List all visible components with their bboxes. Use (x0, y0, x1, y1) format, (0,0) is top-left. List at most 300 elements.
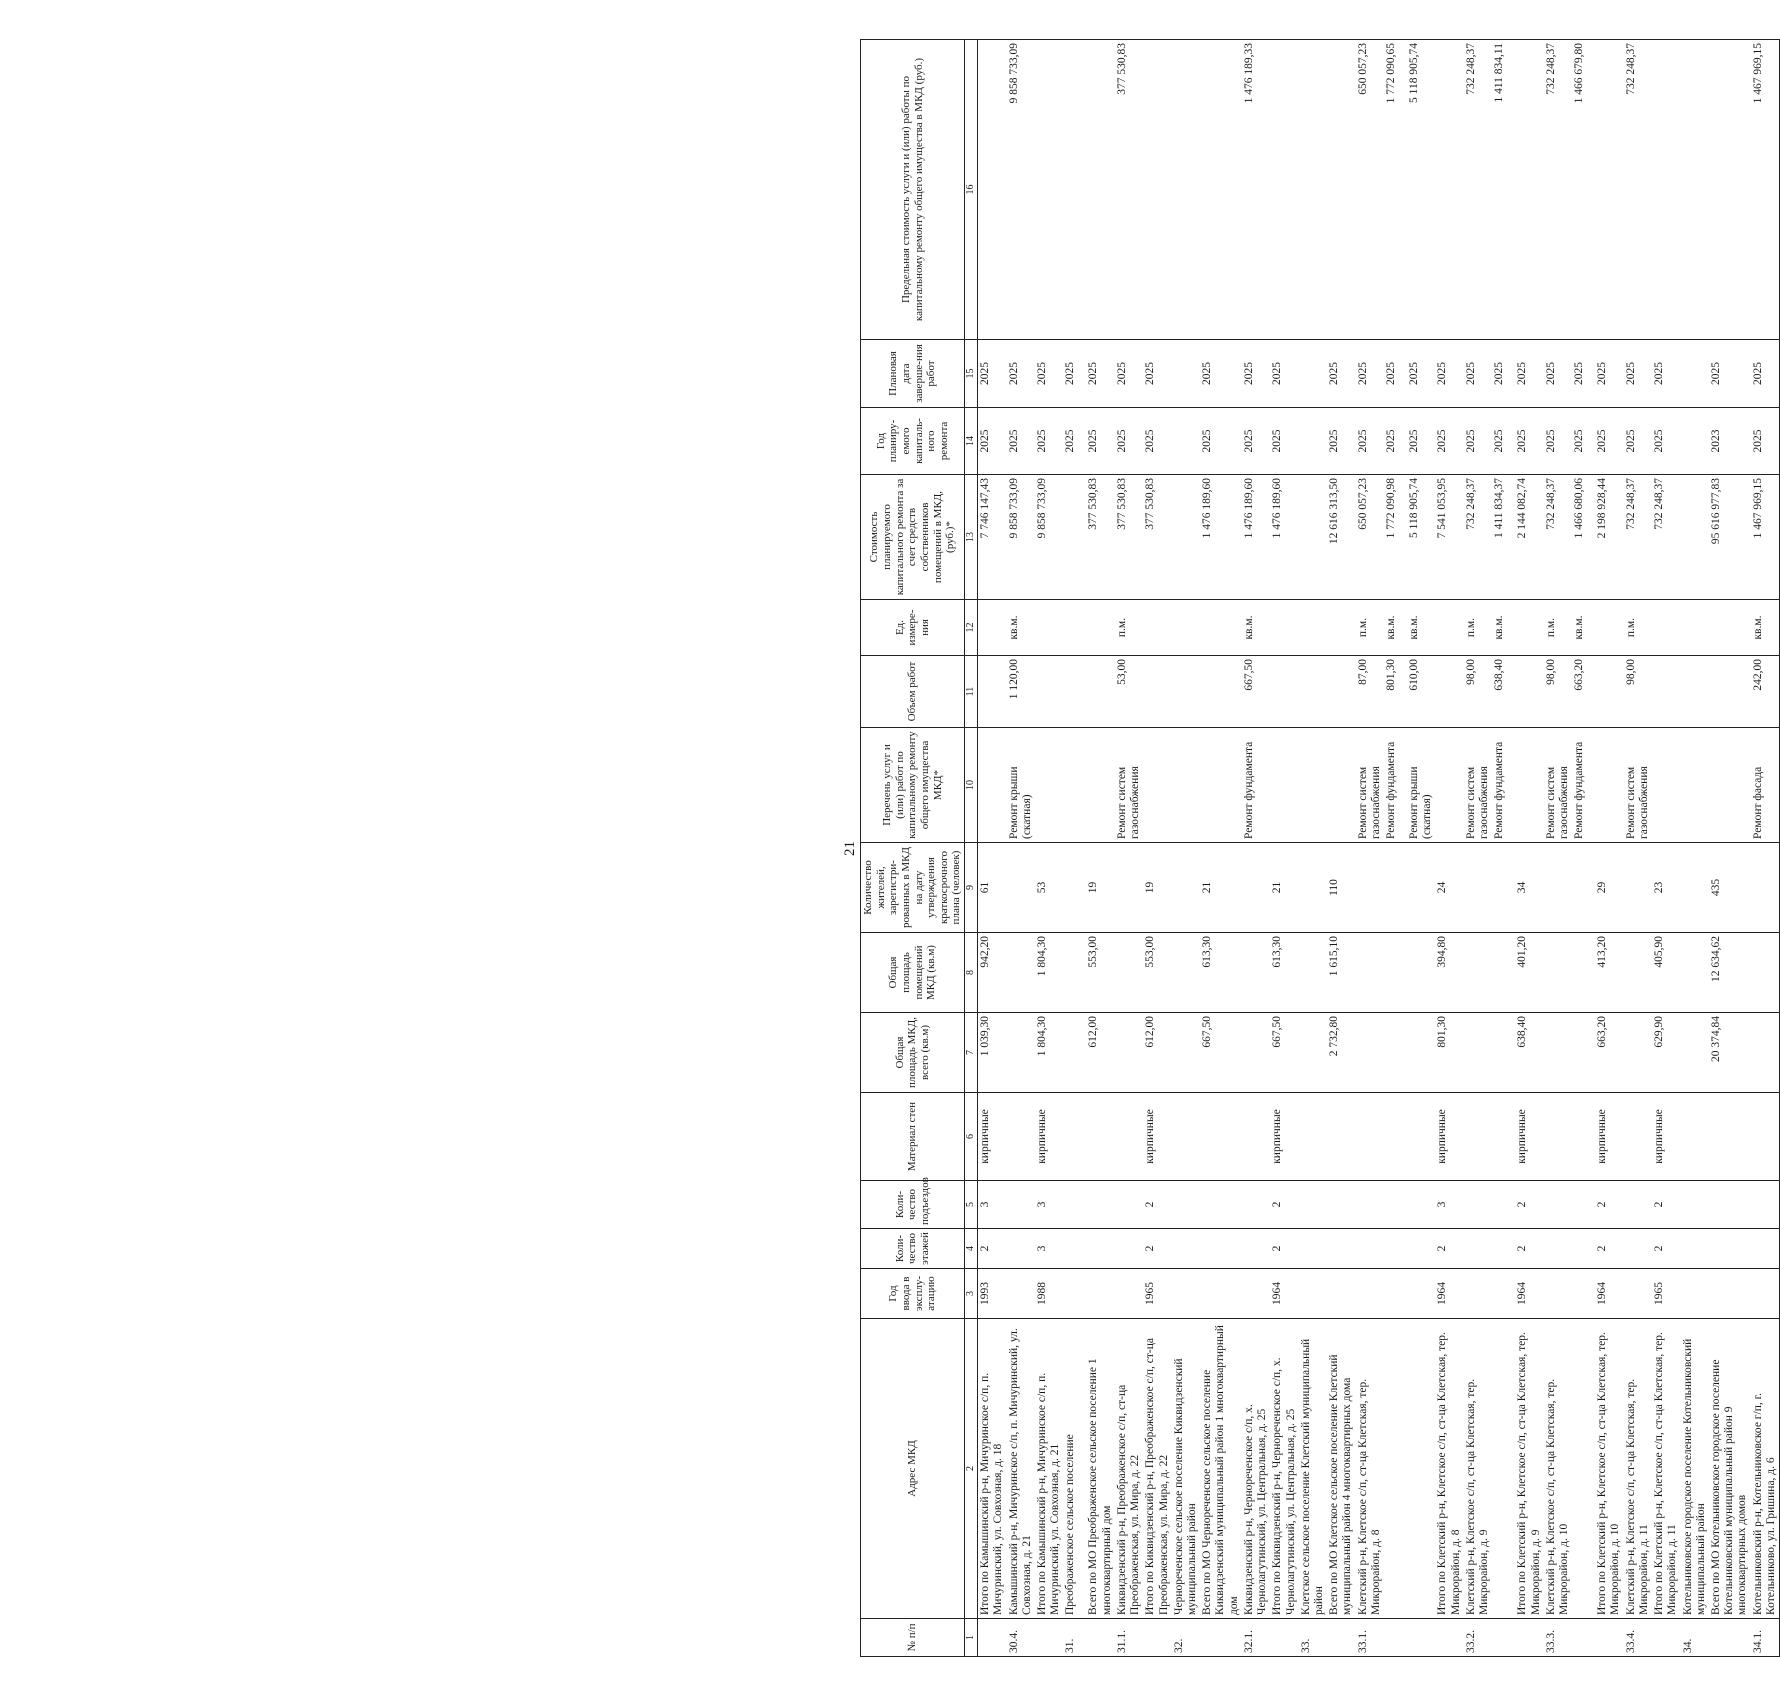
cell-commission-year (1200, 1269, 1242, 1319)
cell-works-list (1435, 728, 1463, 843)
cell-commission-year (1544, 1269, 1572, 1319)
cell-floors (1200, 1229, 1242, 1269)
cell-wall-material: кирпичные (978, 1093, 1007, 1181)
cell-row-number: 30.4. (1007, 1619, 1035, 1657)
cell-planned-year: 2025 (1327, 408, 1355, 475)
cell-row-number: 33.1. (1356, 1619, 1384, 1657)
column-number-residents: 9 (965, 843, 978, 933)
cell-commission-year: 1964 (1515, 1269, 1543, 1319)
cell-premises-area (1492, 933, 1515, 1013)
cell-works-list: Ремонт систем газоснабжения (1464, 728, 1492, 843)
table-row (1242, 40, 1270, 1657)
header-address: Адрес МКД (861, 1319, 965, 1619)
cell-wall-material (1242, 1093, 1270, 1181)
cell-unit (1063, 600, 1086, 656)
cell-premises-area: 553,00 (1086, 933, 1114, 1013)
cell-total-area (1299, 1013, 1327, 1093)
cell-planned-cost: 95 616 977,83 (1709, 475, 1751, 600)
header-unit: Ед. измере-ния (861, 600, 965, 656)
cell-planned-cost (1172, 475, 1200, 600)
cell-residents (1063, 843, 1086, 933)
cell-planned-year: 2025 (1407, 408, 1435, 475)
cell-wall-material: кирпичные (1652, 1093, 1680, 1181)
cell-completion-date: 2025 (1572, 340, 1595, 408)
cell-row-number (1384, 1619, 1407, 1657)
cell-total-area (1384, 1013, 1407, 1093)
cell-planned-year: 2025 (1086, 408, 1114, 475)
cell-max-cost (978, 40, 1007, 340)
cell-commission-year (1751, 1269, 1780, 1319)
cell-work-volume (1515, 656, 1543, 728)
cell-address: Итого по Клетский р-н, Клетское с/п, ст-ца Клетская, тер. Микрорайон, д. 10 (1595, 1319, 1623, 1619)
table-row (1515, 40, 1543, 1657)
cell-planned-year: 2025 (1652, 408, 1680, 475)
cell-residents (1407, 843, 1435, 933)
cell-works-list: Ремонт крыши (скатная) (1007, 728, 1035, 843)
column-number-entrances: 5 (965, 1181, 978, 1229)
cell-planned-cost (1681, 475, 1709, 600)
cell-unit: кв.м. (1407, 600, 1435, 656)
cell-entrances: 2 (1270, 1181, 1298, 1229)
cell-completion-date: 2025 (1544, 340, 1572, 408)
cell-wall-material (1172, 1093, 1200, 1181)
cell-floors (1681, 1229, 1709, 1269)
cell-max-cost (1035, 40, 1063, 340)
table-row (1572, 40, 1595, 1657)
header-works-list: Перечень услуг и (или) работ по капитальному ремонту общего имущества МКД* (861, 728, 965, 843)
cell-entrances (1624, 1181, 1652, 1229)
cell-max-cost: 650 057,23 (1356, 40, 1384, 340)
cell-floors (1242, 1229, 1270, 1269)
cell-total-area (1063, 1013, 1086, 1093)
cell-unit (1086, 600, 1114, 656)
cell-entrances (1115, 1181, 1143, 1229)
table-row (1751, 40, 1780, 1657)
cell-address: Итого по Камышинский р-н, Мичуринское с/п, п. Мичуринский, ул. Совхозная, д. 18 (978, 1319, 1007, 1619)
cell-completion-date: 2025 (1143, 340, 1171, 408)
cell-planned-cost: 7 541 053,95 (1435, 475, 1463, 600)
cell-max-cost: 732 248,37 (1464, 40, 1492, 340)
table-row (1270, 40, 1298, 1657)
cell-address: Киквидзенский р-н, Чернореченское с/п, х. Чернолагутинский, ул. Центральная, д. 25 (1242, 1319, 1270, 1619)
cell-residents (1007, 843, 1035, 933)
table-row (1172, 40, 1200, 1657)
cell-floors (1709, 1229, 1751, 1269)
header-commission-year: Год ввода в эксплу-атацию (861, 1269, 965, 1319)
header-work-volume: Объем работ (861, 656, 965, 728)
cell-row-number: 31. (1063, 1619, 1086, 1657)
cell-planned-cost: 732 248,37 (1544, 475, 1572, 600)
cell-planned-cost: 1 772 090,98 (1384, 475, 1407, 600)
cell-address: Преображенское сельское поселение (1063, 1319, 1086, 1619)
cell-completion-date: 2025 (1384, 340, 1407, 408)
cell-works-list: Ремонт систем газоснабжения (1115, 728, 1143, 843)
cell-works-list (1327, 728, 1355, 843)
cell-total-area: 1 804,30 (1035, 1013, 1063, 1093)
cell-address: Итого по Киквидзенский р-н, Преображенское с/п, ст-ца Преображенская, ул. Мира, д. 22 (1143, 1319, 1171, 1619)
column-number-unit: 12 (965, 600, 978, 656)
table-row (1356, 40, 1384, 1657)
cell-total-area (1242, 1013, 1270, 1093)
column-number-wall-material: 6 (965, 1093, 978, 1181)
column-number-total-area: 7 (965, 1013, 978, 1093)
cell-premises-area: 12 634,62 (1709, 933, 1751, 1013)
cell-planned-cost: 732 248,37 (1652, 475, 1680, 600)
cell-work-volume: 53,00 (1115, 656, 1143, 728)
cell-works-list (1299, 728, 1327, 843)
cell-planned-year: 2025 (1492, 408, 1515, 475)
cell-entrances: 2 (1652, 1181, 1680, 1229)
cell-planned-cost: 9 858 733,09 (1007, 475, 1035, 600)
cell-max-cost: 1 467 969,15 (1751, 40, 1780, 340)
cell-address: Итого по Киквидзенский р-н, Чернореченское с/п, х. Чернолагутинский, ул. Центральная, д. 25 (1270, 1319, 1298, 1619)
cell-max-cost (1652, 40, 1680, 340)
cell-premises-area (1299, 933, 1327, 1013)
table-row (1709, 40, 1751, 1657)
cell-max-cost (1299, 40, 1327, 340)
cell-completion-date: 2025 (1035, 340, 1063, 408)
table-row (1063, 40, 1086, 1657)
cell-premises-area (1242, 933, 1270, 1013)
cell-entrances (1063, 1181, 1086, 1229)
cell-total-area: 629,90 (1652, 1013, 1680, 1093)
cell-floors (1086, 1229, 1114, 1269)
cell-entrances (1384, 1181, 1407, 1229)
cell-planned-cost: 1 466 680,06 (1572, 475, 1595, 600)
cell-total-area (1407, 1013, 1435, 1093)
cell-planned-cost (1299, 475, 1327, 600)
cell-wall-material (1464, 1093, 1492, 1181)
cell-planned-cost: 2 198 928,44 (1595, 475, 1623, 600)
cell-total-area: 801,30 (1435, 1013, 1463, 1093)
table-body (978, 40, 1780, 1657)
cell-address: Клетский р-н, Клетское с/п, ст-ца Клетская, тер. Микрорайон, д. 11 (1624, 1319, 1652, 1619)
column-number-commission-year: 3 (965, 1269, 978, 1319)
table-row (1086, 40, 1114, 1657)
cell-completion-date: 2025 (1242, 340, 1270, 408)
cell-address: Камышинский р-н, Мичуринское с/п, п. Мичуринский, ул. Совхозная, д. 21 (1007, 1319, 1035, 1619)
cell-floors (1356, 1229, 1384, 1269)
cell-planned-year: 2025 (1143, 408, 1171, 475)
cell-premises-area: 401,20 (1515, 933, 1543, 1013)
cell-planned-year: 2025 (978, 408, 1007, 475)
column-number-address: 2 (965, 1319, 978, 1619)
cell-entrances (1681, 1181, 1709, 1229)
cell-entrances (1572, 1181, 1595, 1229)
cell-premises-area: 942,20 (978, 933, 1007, 1013)
cell-wall-material (1624, 1093, 1652, 1181)
cell-wall-material (1572, 1093, 1595, 1181)
cell-commission-year (1572, 1269, 1595, 1319)
cell-entrances: 3 (978, 1181, 1007, 1229)
cell-planned-cost: 9 858 733,09 (1035, 475, 1063, 600)
cell-work-volume: 98,00 (1544, 656, 1572, 728)
cell-residents (1384, 843, 1407, 933)
cell-row-number: 31.1. (1115, 1619, 1143, 1657)
cell-planned-cost: 1 467 969,15 (1751, 475, 1780, 600)
cell-works-list: Ремонт фундамента (1492, 728, 1515, 843)
table-row (1200, 40, 1242, 1657)
cell-commission-year (1115, 1269, 1143, 1319)
cell-floors (1751, 1229, 1780, 1269)
table-row (1544, 40, 1572, 1657)
cell-completion-date: 2025 (1595, 340, 1623, 408)
cell-work-volume (1143, 656, 1171, 728)
cell-unit: п.м. (1356, 600, 1384, 656)
cell-planned-year: 2025 (1544, 408, 1572, 475)
cell-entrances (1356, 1181, 1384, 1229)
cell-works-list (1270, 728, 1298, 843)
cell-residents (1299, 843, 1327, 933)
cell-address: Клетский р-н, Клетское с/п, ст-ца Клетская, тер. Микрорайон, д. 9 (1464, 1319, 1492, 1619)
page-number: 21 (842, 841, 858, 856)
header-total-area: Общая площадь МКД, всего (кв.м) (861, 1013, 965, 1093)
cell-planned-cost (1063, 475, 1086, 600)
cell-planned-year: 2025 (1384, 408, 1407, 475)
cell-work-volume (1200, 656, 1242, 728)
cell-residents (1464, 843, 1492, 933)
table-row (1595, 40, 1623, 1657)
cell-wall-material: кирпичные (1435, 1093, 1463, 1181)
header-planned-year: Год планиру-емого капиталь-ного ремонта (861, 408, 965, 475)
cell-completion-date: 2025 (1435, 340, 1463, 408)
cell-row-number: 34.1. (1751, 1619, 1780, 1657)
cell-work-volume: 98,00 (1624, 656, 1652, 728)
cell-completion-date: 2025 (1270, 340, 1298, 408)
column-number-premises-area: 8 (965, 933, 978, 1013)
cell-unit (1652, 600, 1680, 656)
cell-unit: кв.м. (1572, 600, 1595, 656)
cell-planned-year: 2025 (1063, 408, 1086, 475)
cell-floors (1624, 1229, 1652, 1269)
header-premises-area: Общая площадь помещений МКД (кв.м) (861, 933, 965, 1013)
cell-commission-year: 1965 (1143, 1269, 1171, 1319)
cell-unit (1143, 600, 1171, 656)
cell-planned-year: 2025 (1624, 408, 1652, 475)
cell-entrances (1327, 1181, 1355, 1229)
cell-work-volume: 1 120,00 (1007, 656, 1035, 728)
cell-entrances: 3 (1435, 1181, 1463, 1229)
cell-address: Всего по МО Чернореченское сельское поселение Киквидзенский муниципальный район 1 многоквартирный дом (1200, 1319, 1242, 1619)
cell-planned-cost: 7 746 147,43 (978, 475, 1007, 600)
cell-wall-material: кирпичные (1595, 1093, 1623, 1181)
table-row (1384, 40, 1407, 1657)
cell-planned-cost: 377 530,83 (1086, 475, 1114, 600)
cell-commission-year (1492, 1269, 1515, 1319)
cell-work-volume (1063, 656, 1086, 728)
cell-wall-material (1356, 1093, 1384, 1181)
cell-residents: 34 (1515, 843, 1543, 933)
cell-premises-area: 413,20 (1595, 933, 1623, 1013)
cell-planned-year: 2025 (1242, 408, 1270, 475)
cell-completion-date: 2025 (1751, 340, 1780, 408)
cell-residents (1624, 843, 1652, 933)
cell-max-cost: 1 772 090,65 (1384, 40, 1407, 340)
cell-commission-year (1007, 1269, 1035, 1319)
cell-row-number (1515, 1619, 1543, 1657)
cell-floors (1384, 1229, 1407, 1269)
cell-planned-year: 2025 (1595, 408, 1623, 475)
cell-planned-cost: 1 476 189,60 (1270, 475, 1298, 600)
cell-premises-area (1572, 933, 1595, 1013)
table-row (1435, 40, 1463, 1657)
cell-planned-year: 2025 (1115, 408, 1143, 475)
cell-residents: 19 (1143, 843, 1171, 933)
cell-address (1384, 1319, 1407, 1619)
cell-completion-date: 2025 (1515, 340, 1543, 408)
table-row (1007, 40, 1035, 1657)
cell-premises-area (1007, 933, 1035, 1013)
cell-max-cost (1681, 40, 1709, 340)
cell-work-volume (1709, 656, 1751, 728)
cell-entrances (1200, 1181, 1242, 1229)
cell-planned-year: 2025 (1572, 408, 1595, 475)
cell-planned-year: 2025 (1464, 408, 1492, 475)
cell-wall-material: кирпичные (1515, 1093, 1543, 1181)
capital-repair-plan-table (860, 39, 1780, 1657)
cell-total-area (1464, 1013, 1492, 1093)
cell-max-cost (1327, 40, 1355, 340)
cell-row-number: 33. (1299, 1619, 1327, 1657)
table-row (1652, 40, 1680, 1657)
cell-residents (1115, 843, 1143, 933)
cell-works-list (1515, 728, 1543, 843)
cell-work-volume: 801,30 (1384, 656, 1407, 728)
cell-max-cost (1200, 40, 1242, 340)
cell-row-number (978, 1619, 1007, 1657)
cell-address: Итого по Камышинский р-н, Мичуринское с/п, п. Мичуринский, ул. Совхозная, д. 21 (1035, 1319, 1063, 1619)
cell-unit (978, 600, 1007, 656)
table-row (1492, 40, 1515, 1657)
cell-completion-date: 2025 (1624, 340, 1652, 408)
cell-completion-date (1299, 340, 1327, 408)
cell-total-area: 612,00 (1143, 1013, 1171, 1093)
cell-unit (1681, 600, 1709, 656)
cell-planned-cost: 732 248,37 (1624, 475, 1652, 600)
cell-total-area (1356, 1013, 1384, 1093)
cell-commission-year (1172, 1269, 1200, 1319)
cell-row-number: 34. (1681, 1619, 1709, 1657)
cell-entrances (1299, 1181, 1327, 1229)
cell-entrances (1242, 1181, 1270, 1229)
cell-residents (1681, 843, 1709, 933)
cell-max-cost (1270, 40, 1298, 340)
column-number-row-number: 1 (965, 1619, 978, 1657)
cell-premises-area: 405,90 (1652, 933, 1680, 1013)
cell-unit (1035, 600, 1063, 656)
cell-entrances (1007, 1181, 1035, 1229)
cell-works-list (1595, 728, 1623, 843)
cell-commission-year: 1964 (1270, 1269, 1298, 1319)
cell-planned-cost: 732 248,37 (1464, 475, 1492, 600)
cell-floors (1544, 1229, 1572, 1269)
cell-floors (1407, 1229, 1435, 1269)
column-number-row (965, 40, 978, 1657)
cell-entrances: 3 (1035, 1181, 1063, 1229)
cell-address (1407, 1319, 1435, 1619)
cell-unit: кв.м. (1384, 600, 1407, 656)
cell-work-volume (978, 656, 1007, 728)
cell-max-cost (1595, 40, 1623, 340)
header-row-number: № п/п (861, 1619, 965, 1657)
cell-max-cost (1435, 40, 1463, 340)
cell-max-cost: 732 248,37 (1624, 40, 1652, 340)
header-completion-date: Плановая дата заверше-ния работ (861, 340, 965, 408)
cell-commission-year (1709, 1269, 1751, 1319)
cell-premises-area: 1 804,30 (1035, 933, 1063, 1013)
table-row (1035, 40, 1063, 1657)
cell-floors: 2 (1143, 1229, 1171, 1269)
cell-work-volume (1270, 656, 1298, 728)
cell-residents (1172, 843, 1200, 933)
cell-unit (1595, 600, 1623, 656)
cell-max-cost: 5 118 905,74 (1407, 40, 1435, 340)
cell-total-area: 20 374,84 (1709, 1013, 1751, 1093)
cell-completion-date: 2025 (978, 340, 1007, 408)
cell-wall-material (1407, 1093, 1435, 1181)
cell-premises-area: 394,80 (1435, 933, 1463, 1013)
cell-floors (1115, 1229, 1143, 1269)
cell-address: Клетский р-н, Клетское с/п, ст-ца Клетская, тер. Микрорайон, д. 8 (1356, 1319, 1384, 1619)
cell-address: Всего по МО Котельниковское городское поселение Котельниковский муниципальный район 9 многоквартирных домов (1709, 1319, 1751, 1619)
cell-work-volume (1327, 656, 1355, 728)
cell-floors: 3 (1035, 1229, 1063, 1269)
cell-wall-material (1063, 1093, 1086, 1181)
cell-completion-date: 2025 (1652, 340, 1680, 408)
cell-floors: 2 (1515, 1229, 1543, 1269)
cell-unit: кв.м. (1492, 600, 1515, 656)
cell-premises-area (1544, 933, 1572, 1013)
cell-completion-date: 2025 (1492, 340, 1515, 408)
cell-work-volume: 663,20 (1572, 656, 1595, 728)
cell-planned-year: 2025 (1270, 408, 1298, 475)
cell-premises-area (1681, 933, 1709, 1013)
cell-completion-date: 2025 (1086, 340, 1114, 408)
cell-row-number: 32.1. (1242, 1619, 1270, 1657)
cell-unit: кв.м. (1007, 600, 1035, 656)
cell-total-area (1007, 1013, 1035, 1093)
cell-max-cost: 1 476 189,33 (1242, 40, 1270, 340)
cell-row-number (1492, 1619, 1515, 1657)
cell-work-volume (1086, 656, 1114, 728)
cell-unit (1515, 600, 1543, 656)
cell-residents: 53 (1035, 843, 1063, 933)
cell-wall-material: кирпичные (1143, 1093, 1171, 1181)
cell-premises-area: 553,00 (1143, 933, 1171, 1013)
cell-premises-area (1172, 933, 1200, 1013)
cell-works-list (1086, 728, 1114, 843)
cell-works-list: Ремонт крыши (скатная) (1407, 728, 1435, 843)
cell-works-list (1681, 728, 1709, 843)
cell-planned-cost: 377 530,83 (1115, 475, 1143, 600)
cell-entrances (1492, 1181, 1515, 1229)
cell-planned-cost: 12 616 313,50 (1327, 475, 1355, 600)
cell-residents: 110 (1327, 843, 1355, 933)
cell-residents (1242, 843, 1270, 933)
column-number-floors: 4 (965, 1229, 978, 1269)
cell-floors: 2 (1435, 1229, 1463, 1269)
cell-address: Киквидзенский р-н, Преображенское с/п, ст-ца Преображенская, ул. Мира, д. 22 (1115, 1319, 1143, 1619)
cell-commission-year (1242, 1269, 1270, 1319)
cell-max-cost: 9 858 733,09 (1007, 40, 1035, 340)
cell-work-volume: 87,00 (1356, 656, 1384, 728)
cell-floors: 2 (978, 1229, 1007, 1269)
cell-premises-area: 613,30 (1200, 933, 1242, 1013)
cell-works-list (1063, 728, 1086, 843)
cell-floors (1572, 1229, 1595, 1269)
cell-work-volume (1595, 656, 1623, 728)
cell-row-number (1407, 1619, 1435, 1657)
